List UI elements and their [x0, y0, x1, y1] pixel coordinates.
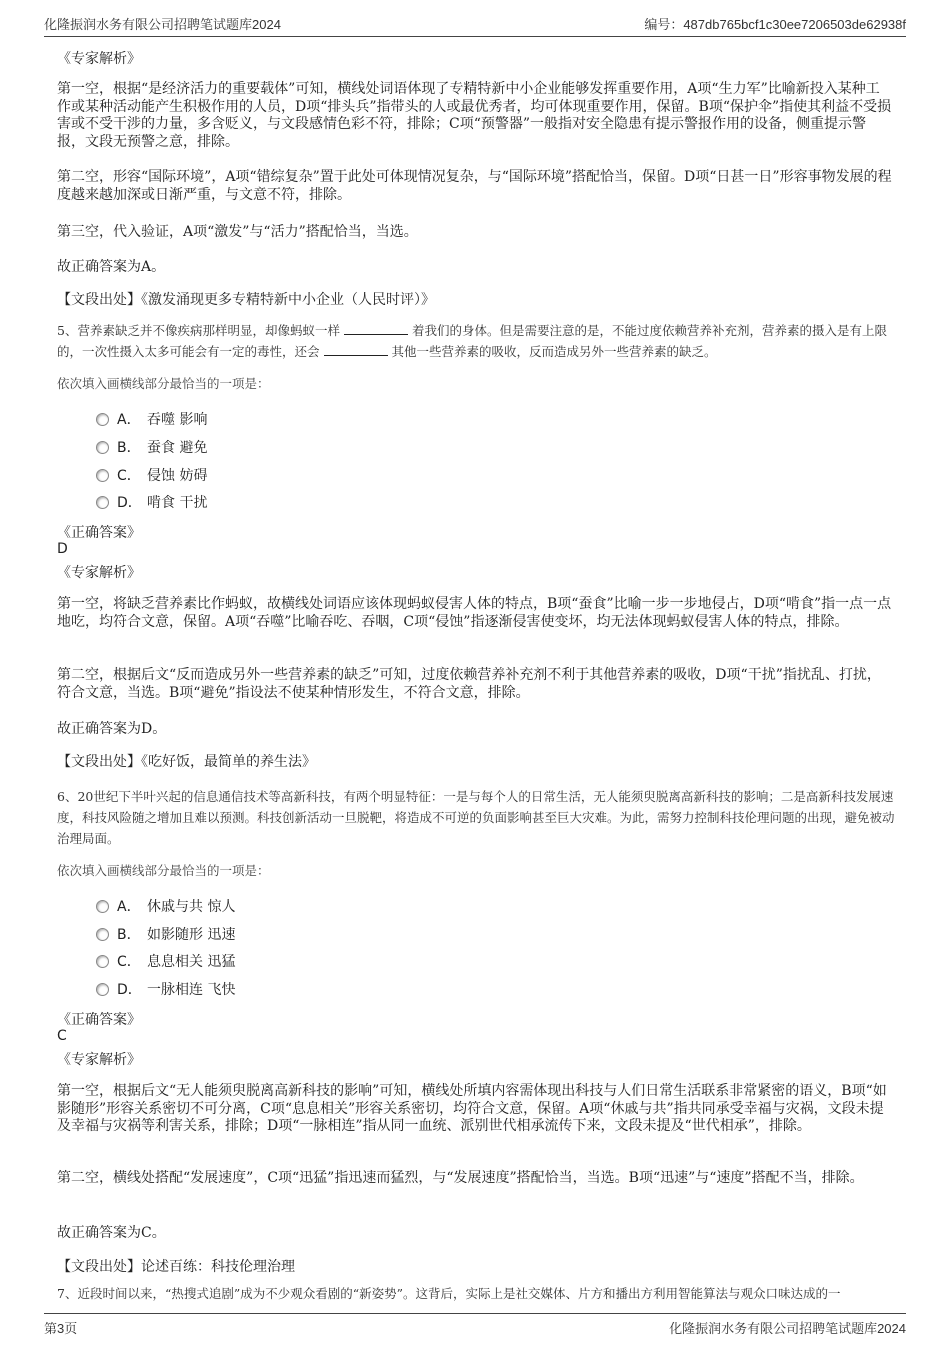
q5-analysis-p2: 第二空，根据后文“反而造成另外一些营养素的缺乏”可知，过度依赖营养补充剂不利于其他营养素的吸收，D项“干扰”指扰乱、打扰，符合文意，当选。B项“避免”指设法不使某种情形发生，不符合文意，排除。 — [57, 667, 881, 701]
page-footer — [44, 1318, 906, 1338]
q5-option-b[interactable]: B． 蚕食 避免 — [96, 437, 207, 457]
q4-analysis-label: 《专家解析》 — [57, 51, 141, 67]
q5-blank-1 — [344, 322, 408, 335]
q5-source: 【文段出处】《吃好饭，最简单的养生法》 — [57, 754, 316, 770]
q5-option-c[interactable]: C． 侵蚀 妨碍 — [96, 465, 207, 485]
q5-conclusion: 故正确答案为D。 — [57, 721, 167, 737]
radio-icon[interactable] — [96, 469, 109, 482]
q4-source: 【文段出处】《激发涌现更多专精特新中小企业（人民时评）》 — [57, 292, 435, 308]
q7-question-text-cut: 7、近段时间以来，“热搜式追剧”成为不少观众看剧的“新姿势”。这背后，实际上是社交媒体、片方和播出方利用智能算法与观众口味达成的一 — [57, 1286, 841, 1301]
q6-conclusion: 故正确答案为C。 — [57, 1225, 166, 1241]
q6-analysis-p2: 第二空，横线处搭配“发展速度”，C项“迅猛”指迅速而猛烈，与“发展速度”搭配恰当，当选。B项“迅速”与“速度”搭配不当，排除。 — [57, 1170, 864, 1186]
header-title: 化隆振润水务有限公司招聘笔试题库2024 — [44, 17, 281, 32]
header-divider — [44, 36, 906, 37]
q5-blank-2 — [324, 343, 388, 356]
q4-analysis-p2: 第二空，形容“国际环境”，A项“错综复杂”置于此处可体现情况复杂，与“国际环境”搭配恰当，保留。D项“日甚一日”形容事物发展的程度越来越加深或日渐严重，与文意不符，排除。 — [57, 169, 892, 203]
q5-option-d[interactable]: D． 啃食 干扰 — [96, 492, 207, 512]
q5-analysis-label: 《专家解析》 — [57, 565, 141, 581]
q6-answer: C — [57, 1028, 67, 1044]
q4-analysis-p3: 第三空，代入验证，A项“激发”与“活力”搭配恰当，当选。 — [57, 224, 418, 240]
q6-answer-label: 《正确答案》 — [57, 1012, 141, 1028]
q5-option-a[interactable]: A． 吞噬 影响 — [96, 409, 207, 429]
q5-answer: D — [57, 541, 68, 557]
q4-analysis-p1: 第一空，根据“是经济活力的重要载体”可知，横线处词语体现了专精特新中小企业能够发挥重要作用，A项“生力军”比喻新投入某种工作或某种活动能产生积极作用的人员，D项“排头兵”指带头的人或最优秀者，均可体现重要作用，保留。B项“保护伞”指使其利益不受损害或不受干涉的力量，多含贬义，与文段感情色彩不符，排除；C项“预警器”一般指对安全隐患有提示警报作用的设备，侧重提示警报，文段无预警之意，排除。 — [57, 81, 892, 150]
radio-icon[interactable] — [96, 900, 109, 913]
q6-analysis-p1: 第一空，根据后文“无人能须臾脱离高新科技的影响”可知，横线处所填内容需体现出科技与人们日常生活联系非常紧密的语义，B项“如影随形”形容关系密切不可分离，C项“息息相关”形容关系密切，均符合文意，保留。A项“休戚与共”指共同承受幸福与灾祸，文段未提及幸福与灾祸等利害关系，排除；D项“一脉相连”指从同一血统、派别世代相承流传下来，文段未提及“世代相承”，排除。 — [57, 1083, 887, 1135]
q6-instruction: 依次填入画横线部分最恰当的一项是： — [57, 863, 270, 878]
page-header — [44, 14, 906, 34]
q6-option-b[interactable]: B． 如影随形 迅速 — [96, 924, 235, 944]
radio-icon[interactable] — [96, 441, 109, 454]
q6-source: 【文段出处】论述百练：科技伦理治理 — [57, 1259, 295, 1275]
radio-icon[interactable] — [96, 496, 109, 509]
q6-option-a[interactable]: A． 休戚与共 惊人 — [96, 896, 235, 916]
q5-question-text: 5、营养素缺乏并不像疾病那样明显，却像蚂蚁一样 着我们的身体。但是需要注意的是，不能过度依赖营养补充剂，营养素的摄入是有上限的，一次性摄入太多可能会有一定的毒性，还会 其他一些营养素的吸收，反而造成另外一些营养素的缺乏。 — [57, 323, 887, 359]
q5-instruction: 依次填入画横线部分最恰当的一项是： — [57, 376, 270, 391]
q6-option-c[interactable]: C． 息息相关 迅猛 — [96, 951, 235, 971]
radio-icon[interactable] — [96, 928, 109, 941]
q6-question-text: 6、20世纪下半叶兴起的信息通信技术等高新科技，有两个明显特征：一是与每个人的日常生活，无人能须臾脱离高新科技的影响；二是高新科技发展速度，科技风险随之增加且难以预测。科技创新活动一旦脱靶，将造成不可逆的负面影响甚至巨大灾难。为此，需努力控制科技伦理问题的出现，避免被动治理局面。 — [57, 789, 895, 846]
q4-conclusion: 故正确答案为A。 — [57, 259, 166, 275]
radio-icon[interactable] — [96, 955, 109, 968]
page-number: 第3页 — [44, 1321, 78, 1336]
radio-icon[interactable] — [96, 983, 109, 996]
q6-analysis-label: 《专家解析》 — [57, 1052, 141, 1068]
radio-icon[interactable] — [96, 413, 109, 426]
footer-divider — [44, 1313, 906, 1314]
footer-title: 化隆振润水务有限公司招聘笔试题库2024 — [669, 1321, 906, 1336]
document-id: 编号：487db765bcf1c30ee7206503de62938f — [644, 17, 906, 32]
q5-analysis-p1: 第一空，将缺乏营养素比作蚂蚁，故横线处词语应该体现蚂蚁侵害人体的特点，B项“蚕食”比喻一步一步地侵占，D项“啃食”指一点一点地吃，均符合文意，保留。A项“吞噬”比喻吞吃、吞咽，C项“侵蚀”指逐渐侵害使变坏，均无法体现蚂蚁侵害人体的特点，排除。 — [57, 596, 892, 630]
q6-option-d[interactable]: D． 一脉相连 飞快 — [96, 979, 235, 999]
q5-answer-label: 《正确答案》 — [57, 525, 141, 541]
